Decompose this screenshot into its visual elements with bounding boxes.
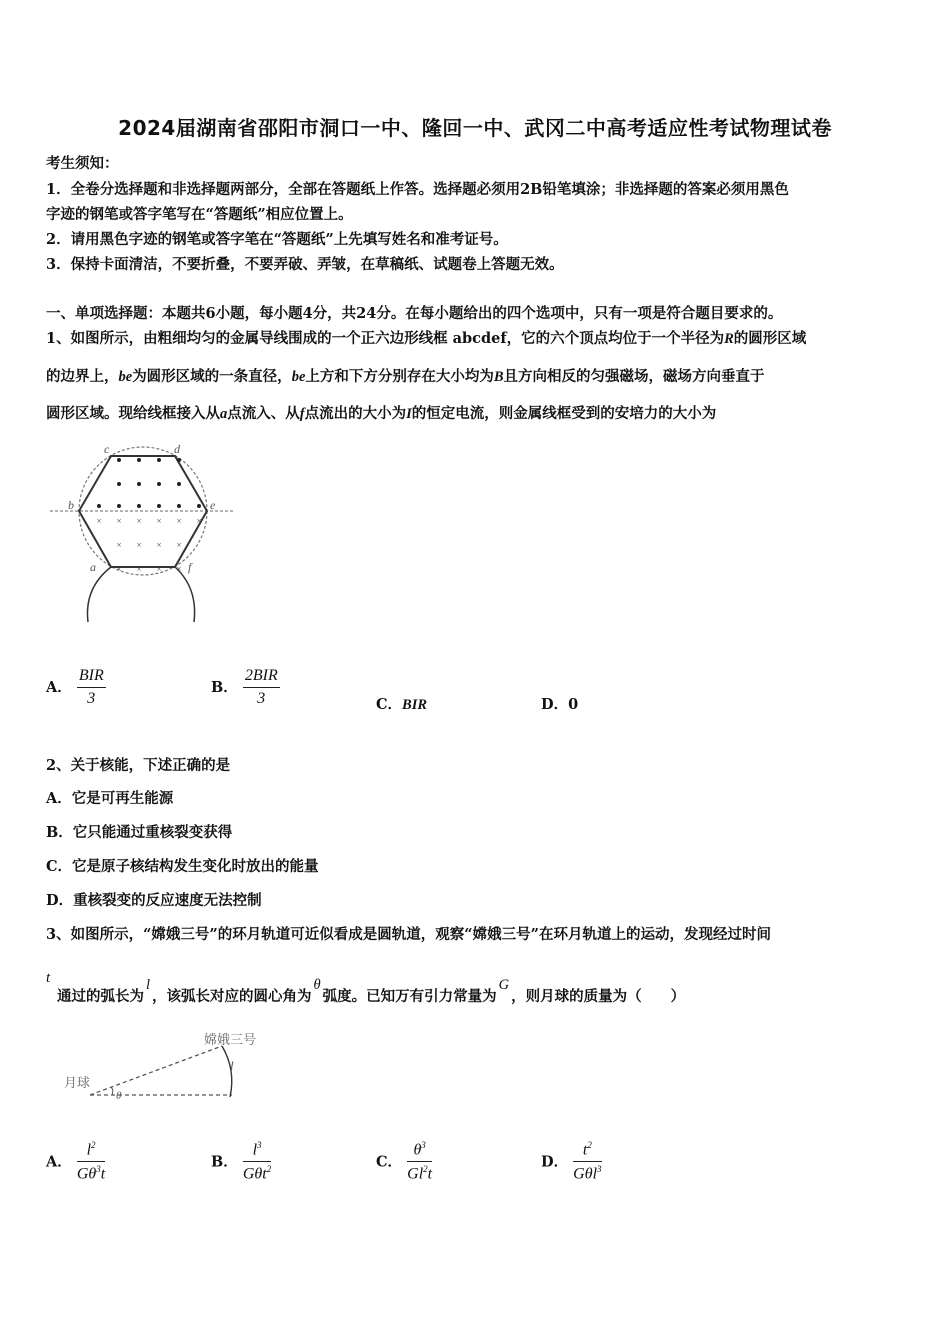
svg-text:×: × <box>156 564 162 574</box>
option-label: B． <box>211 1153 238 1171</box>
q3-option-a[interactable] <box>46 1140 105 1184</box>
svg-text:×: × <box>96 516 102 526</box>
q3-stem-line2: 通过的弧长为l，该弧长对应的圆心角为θ弧度。已知万有引力常量为G，则月球的质量为（ ） <box>57 977 686 1005</box>
vertex-label-c: c <box>104 442 110 456</box>
option-text: BIR <box>402 697 428 713</box>
hexagon-field-figure <box>48 438 238 628</box>
fraction: $\frac{\theta^3}{Gl^2t}$ <box>407 1140 433 1183</box>
fraction: $\frac{l^2}{G\theta^3t}$ <box>76 1140 106 1183</box>
q3-option-b[interactable] <box>211 1140 271 1184</box>
q2-option-b[interactable]: B．它只能通过重核裂变获得 <box>46 824 233 841</box>
fraction: $\frac{l^3}{G\theta t^2}$ <box>242 1140 272 1183</box>
notice-item: 2．请用黑色字迹的钢笔或答字笔在“答题纸”上先填写姓名和准考证号。 <box>46 231 508 248</box>
q2-option-a[interactable]: A．它是可再生能源 <box>46 790 174 807</box>
q2-option-d[interactable]: D．重核裂变的反应速度无法控制 <box>46 892 262 909</box>
vertex-label-d: d <box>174 442 180 456</box>
q1-stem-line2: 的边界上，be为圆形区域的一条直径，be上方和下方分别存在大小均为B且方向相反的匀强磁场，磁场方向垂直于 <box>46 368 765 385</box>
fraction: $\frac{\text{2BIR}}{3}$ <box>244 667 278 707</box>
vertex-label-a: a <box>90 560 96 574</box>
q1-option-c[interactable] <box>376 693 427 714</box>
section-header: 一、单项选择题：本题共6小题，每小题4分，共24分。在每小题给出的四个选项中，只有一项是符合题目要求的。 <box>46 305 783 322</box>
svg-text:×: × <box>136 564 142 574</box>
q1-stem-line3: 圆形区域。现给线框接入从a点流入、从f点流出的大小为I的恒定电流，则金属线框受到的安培力的大小为 <box>46 405 717 422</box>
q3-option-d[interactable] <box>541 1140 602 1184</box>
fraction: $\frac{t^2}{G\theta l^3}$ <box>573 1140 602 1183</box>
option-label: C． <box>376 696 403 713</box>
svg-text:×: × <box>136 516 142 526</box>
option-label: B． <box>211 679 238 696</box>
vertex-label-e: e <box>210 498 216 512</box>
q1-option-b[interactable] <box>211 667 280 708</box>
svg-text:×: × <box>176 540 182 550</box>
option-label: A． <box>46 1153 72 1171</box>
vertex-label-f: f <box>188 560 192 574</box>
q2-stem: 2、关于核能，下述正确的是 <box>46 757 231 774</box>
svg-text:×: × <box>136 540 142 550</box>
fraction: $\frac{\text{BIR}}{3}$ <box>78 667 104 707</box>
probe-label: 嫦娥三号 <box>204 1032 257 1047</box>
option-label: A． <box>46 679 72 696</box>
angle-label: θ <box>116 1090 122 1102</box>
q3-option-c[interactable] <box>376 1140 432 1184</box>
option-label: C． <box>376 1153 403 1171</box>
q1-stem-line1: 1、如图所示，由粗细均匀的金属导线围成的一个正六边形线框 abcdef，它的六个顶点均位于一个半径为R的圆形区域 <box>46 330 807 347</box>
notice-item: 字迹的钢笔或答字笔写在“答题纸”相应位置上。 <box>46 206 353 223</box>
notice-heading: 考生须知： <box>46 155 119 172</box>
q1-option-a[interactable] <box>46 667 106 708</box>
svg-text:×: × <box>156 516 162 526</box>
q3-stem-line1: 3、如图所示，“嫦娥三号”的环月轨道可近似看成是圆轨道，观察“嫦娥三号”在环月轨道上的运动，发现经过时间 <box>46 926 771 943</box>
svg-text:×: × <box>116 564 122 574</box>
option-label: D． <box>541 696 569 713</box>
q1-option-d[interactable] <box>541 693 578 714</box>
option-label: D． <box>541 1153 569 1171</box>
svg-text:×: × <box>116 516 122 526</box>
svg-text:×: × <box>156 540 162 550</box>
svg-text:×: × <box>116 540 122 550</box>
svg-text:×: × <box>196 516 202 526</box>
q2-option-c[interactable]: C．它是原子核结构发生变化时放出的能量 <box>46 858 319 875</box>
notice-item: 1．全卷分选择题和非选择题两部分，全部在答题纸上作答。选择题必须用2B铅笔填涂；非选择题的答案必须用黑色 <box>46 181 789 198</box>
vertex-label-b: b <box>68 498 74 512</box>
notice-item: 3．保持卡面清洁，不要折叠，不要弄破、弄皱，在草稿纸、试题卷上答题无效。 <box>46 256 564 273</box>
option-text: 0 <box>568 696 579 713</box>
svg-text:×: × <box>176 564 182 574</box>
page-title: 2024届湖南省邵阳市洞口一中、隆回一中、武冈二中高考适应性考试物理试卷 <box>118 116 832 140</box>
q3-var-t: t <box>46 970 51 986</box>
svg-text:×: × <box>176 516 182 526</box>
arc-label: l <box>230 1058 234 1073</box>
orbit-figure <box>60 1028 280 1108</box>
moon-label: 月球 <box>64 1075 91 1090</box>
